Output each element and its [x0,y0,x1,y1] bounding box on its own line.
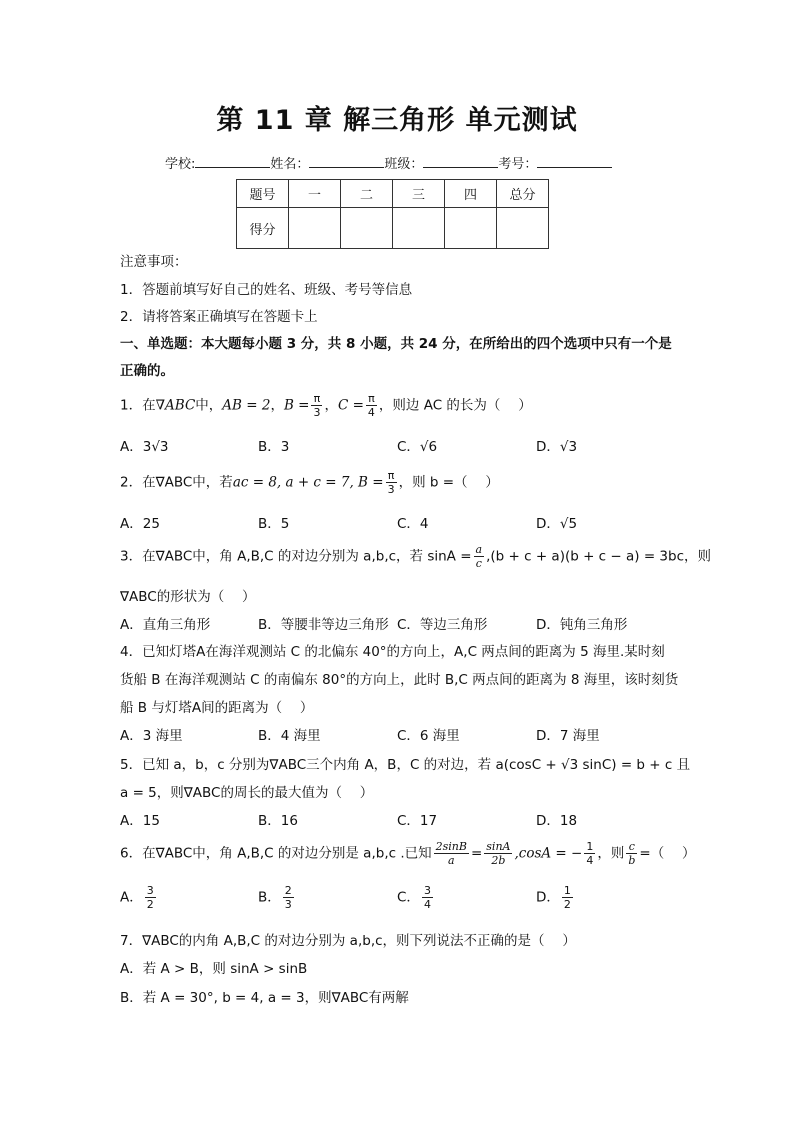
q1-b-num: π [311,392,322,406]
question-5-line-2: a = 5，则∇ABC的周长的最大值为（ ） [120,785,374,801]
header-cell: 四 [445,180,497,208]
q7-option-a[interactable]: A．若 A > B，则 sinA > sinB [120,961,308,977]
question-4-line-3: 船 B 与灯塔A间的距离为（ ） [120,700,314,716]
q5-option-a[interactable]: A．15 [120,813,160,829]
header-cell: 一 [289,180,341,208]
header-cell: 总分 [497,180,549,208]
q2-den: 3 [387,483,395,496]
q6-option-b-num: 2 [284,884,292,897]
q6-prefix: 6．在∇ABC中，角 A,B,C 的对边分别是 a,b,c .已知 [120,845,432,862]
q6-fraction-2 [484,840,512,867]
q6-option-d-num: 1 [563,884,571,897]
q6-f3-num: 1 [586,840,594,853]
q6-option-a-fraction [145,884,156,911]
question-2 [120,469,499,496]
q6-f2-num: sinA [486,840,511,853]
q1-c-fraction [366,392,377,419]
q2-option-d[interactable]: D．√5 [536,516,578,532]
q6-option-d-fraction [562,884,573,911]
score-cell[interactable] [445,208,497,249]
q6-option-a-den: 2 [146,898,154,911]
q6-f4-den: b [628,854,636,867]
q4-option-c[interactable]: C．6 海里 [397,728,460,744]
q3-prefix: 3．在∇ABC中，角 A,B,C 的对边分别为 a,b,c，若 sinA = [120,548,472,565]
class-blank[interactable] [423,154,498,168]
q3-fraction [474,543,485,570]
q6-option-d-den: 2 [563,898,571,911]
q1-option-c[interactable]: C．√6 [397,439,438,455]
exam-no-label: 考号： [498,157,538,172]
score-table-score-row [237,208,549,249]
section-1-heading: 一、单选题：本大题每小题 3 分，共 8 小题，共 24 分，在所给出的四个选项中只有一个是 [120,336,672,352]
q6-fraction-3 [584,840,595,867]
q6-option-c-fraction [422,884,433,911]
name-label: 姓名： [270,157,310,172]
q2-fraction [386,469,397,496]
note-1: 1．答题前填写好自己的姓名、班级、考号等信息 [120,282,413,298]
row-label-cell: 得分 [237,208,289,249]
q6-f1-num: 2sinB [435,840,467,853]
notes-heading: 注意事项： [120,254,188,270]
student-info-row [165,153,612,172]
q6-suffix: =（ ） [639,845,696,862]
q6-equals: = [470,845,483,862]
note-2: 2．请将答案正确填写在答题卡上 [120,309,318,325]
q1-b-eq: B = [283,397,310,414]
q6-option-b-label: B． [258,889,281,906]
q6-option-b-fraction [283,884,294,911]
q1-mid: 中， [195,397,223,414]
q5-option-d[interactable]: D．18 [536,813,578,829]
q1-b-fraction [311,392,322,419]
q1-option-d[interactable]: D．√3 [536,439,578,455]
question-6 [120,840,696,867]
question-3 [120,543,711,570]
score-cell[interactable] [341,208,393,249]
header-cell: 三 [393,180,445,208]
q6-cos: ,cosA = − [514,845,583,862]
header-cell: 二 [341,180,393,208]
exam-no-blank[interactable] [537,154,612,168]
q1-suffix: ，则边 AC 的长为（ ） [378,397,532,414]
q2-condition: ac = 8, a + c = 7, B = [232,474,384,491]
q1-option-a[interactable]: A．3√3 [120,439,169,455]
q6-option-a-num: 3 [146,884,154,897]
q3-option-a[interactable]: A．直角三角形 [120,617,211,633]
q1-c-eq: C = [337,397,364,414]
q5-option-c[interactable]: C．17 [397,813,438,829]
q2-option-b[interactable]: B．5 [258,516,290,532]
q1-b-den: 3 [313,406,321,419]
name-blank[interactable] [309,154,384,168]
q2-option-c[interactable]: C．4 [397,516,429,532]
q6-option-c-num: 3 [423,884,431,897]
page-title: 第 11 章 解三角形 单元测试 [216,105,578,136]
question-4-line-1: 4．已知灯塔A在海洋观测站 C 的北偏东 40°的方向上，A,C 两点间的距离为 5 海里.某时刻 [120,644,665,660]
q6-fraction-1 [434,840,469,867]
q1-option-b[interactable]: B．3 [258,439,290,455]
q2-prefix: 2．在∇ABC中，若 [120,474,233,491]
school-blank[interactable] [195,154,270,168]
q1-triangle: ∇ABC [155,397,196,414]
q3-option-d[interactable]: D．钝角三角形 [536,617,628,633]
q3-num: a [475,543,483,556]
question-1: 1．在∇ABC中，AB = 2，B = $\frac{\pi}{3}$ ，C = $\frac{\pi}{4}$ ，则边 AC 的长为（ ） [120,392,532,419]
q1-c-num: π [366,392,377,406]
q3-den: c [475,557,482,570]
school-label: 学校: [165,157,196,172]
q2-num: π [386,469,397,483]
score-table [236,179,549,249]
q6-f2-den: 2b [491,854,506,867]
q4-option-b[interactable]: B．4 海里 [258,728,321,744]
q6-then: ，则 [597,845,625,862]
q3-suffix: ,(b + c + a)(b + c − a) = 3bc，则 [486,548,712,565]
class-label: 班级： [384,157,424,172]
header-cell: 题号 [237,180,289,208]
q6-f4-num: c [626,840,637,854]
score-cell[interactable] [497,208,549,249]
q6-option-b[interactable] [258,884,296,911]
q6-fraction-4 [626,840,637,867]
q6-option-d-label: D． [536,889,560,906]
q6-option-a-label: A． [120,889,143,906]
q5-option-b[interactable]: B．16 [258,813,298,829]
q2-suffix: ，则 b =（ ） [398,474,499,491]
score-table-header-row [237,180,549,208]
question-5-line-1: 5．已知 a，b，c 分别为∇ABC三个内角 A，B，C 的对边，若 a(cosC + √3 sinC) = b + c 且 [120,757,691,773]
score-cell[interactable] [289,208,341,249]
q7-option-b[interactable]: B．若 A = 30°, b = 4, a = 3，则∇ABC有两解 [120,990,409,1006]
question-7: 7．∇ABC的内角 A,B,C 的对边分别为 a,b,c，则下列说法不正确的是（ ） [120,933,576,949]
q1-ab: AB = 2 [222,397,271,414]
section-1-heading-cont: 正确的。 [120,363,174,379]
q4-option-d[interactable]: D．7 海里 [536,728,600,744]
q6-option-c[interactable] [397,884,435,911]
q3-option-c[interactable]: C．等边三角形 [397,617,488,633]
question-4-line-2: 货船 B 在海洋观测站 C 的南偏东 80°的方向上，此时 B,C 两点间的距离为 8 海里，该时刻货 [120,672,679,688]
q6-option-b-den: 3 [284,898,292,911]
q6-option-c-label: C． [397,889,420,906]
score-cell[interactable] [393,208,445,249]
q6-option-a[interactable] [120,884,158,911]
q6-option-c-den: 4 [423,898,431,911]
q4-option-a[interactable]: A．3 海里 [120,728,183,744]
question-3-cont: ∇ABC的形状为（ ） [120,589,256,605]
q6-f1-den: a [448,854,455,867]
q3-option-b[interactable]: B．等腰非等边三角形 [258,617,389,633]
q2-option-a[interactable]: A．25 [120,516,160,532]
q1-prefix: 1．在 [120,397,156,414]
q6-option-d[interactable] [536,884,575,911]
q6-f3-den: 4 [586,854,594,867]
q1-c-den: 4 [367,406,375,419]
